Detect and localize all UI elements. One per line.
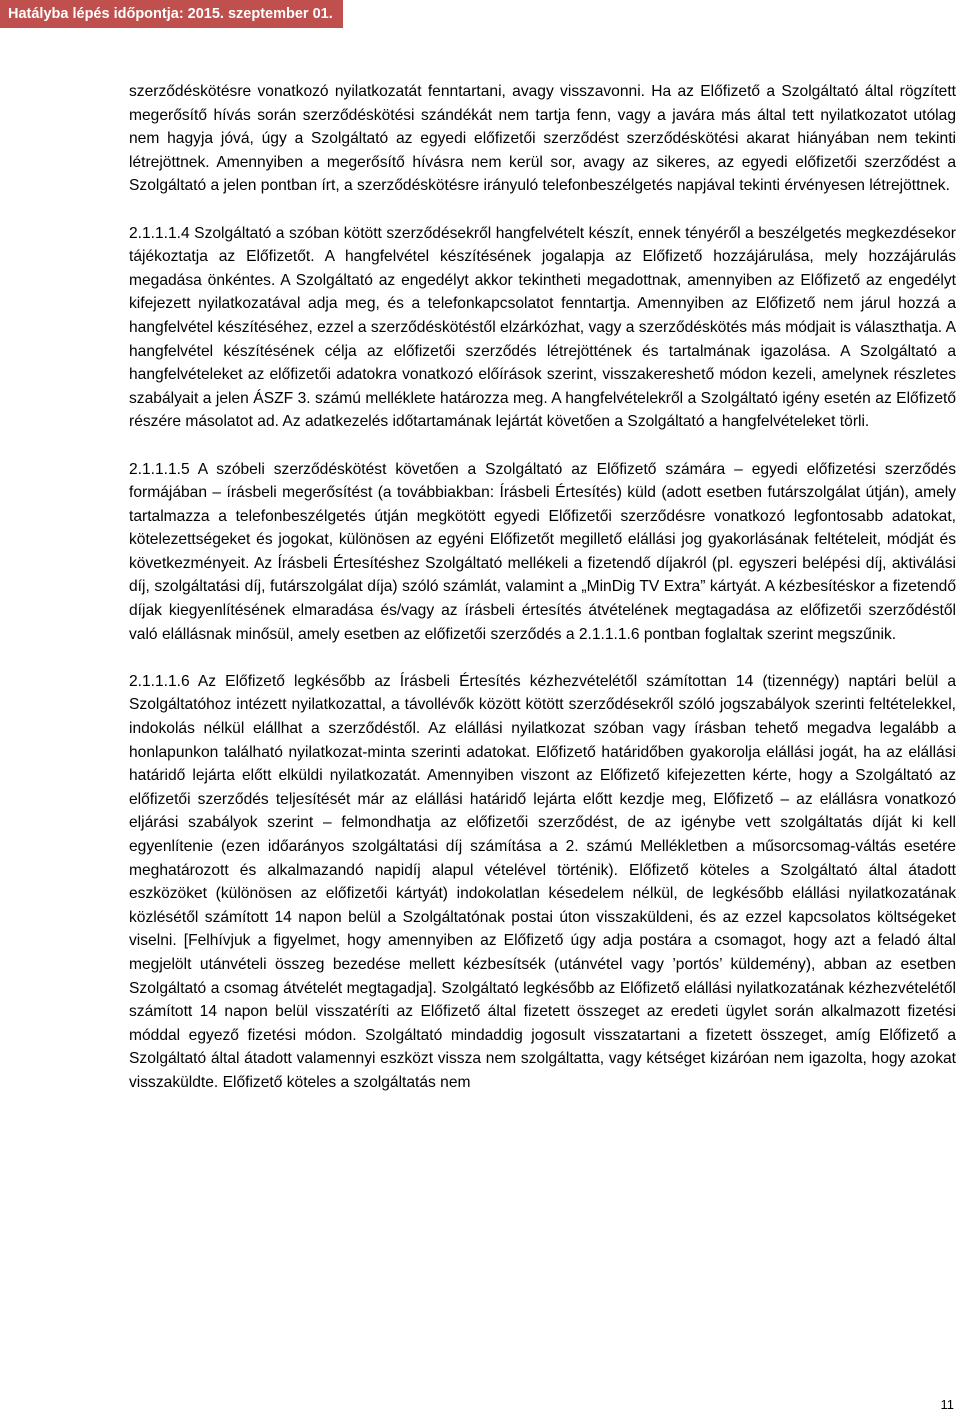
document-body — [129, 80, 956, 1095]
paragraph-2-1-1-1-6: 2.1.1.1.6 Az Előfizető legkésőbb az Írásbeli Értesítés kézhezvételétől számítottan 14 (tizennégy) naptári belül a Szolgáltatóhoz intézett nyilatkozattal, a távollévők között kötött szerződésekről szóló jogszabályok szerinti feltételekkel, indokolás nélkül elállhat a szerződéstől. Az elállási nyilatkozat szóban vagy írásban tehető megadva legalább a honlapunkon található nyilatkozat-minta szerinti adatokat. Előfizető határidőben gyakorolja elállási jogát, ha az elállási határidő lejárta előtt elküldi nyilatkozatát. Amennyiben viszont az Előfizető kifejezetten kérte, hogy a Szolgáltató az előfizetői szerződés teljesítését már az elállási határidő lejárta előtt kezdje meg, Előfizető – az elállásra vonatkozó eljárási szabályok szerint – felmondhatja az előfizetői szerződést, de az igénybe vett szolgáltatás díját ki kell egyenlítenie (ezen időarányos szolgáltatási díj számítása a 2. számú Mellékletben a műsorcsomag-váltás esetére meghatározott és alkalmazandó napidíj alapul vételével történik). Előfizető köteles a Szolgáltató által átadott eszközöket (különösen az előfizetői kártyát) indokolatlan késedelem nélkül, de legkésőbb elállási nyilatkozatának közlésétől számított 14 napon belül a Szolgáltatónak postai úton visszaküldeni, és az ezzel kapcsolatos költségeket viselni. [Felhívjuk a figyelmet, hogy amennyiben az Előfizető úgy adja postára a csomagot, hogy azt a feladó által megjelölt utánvételi összeg bezedése mellett kézbesítsék (utánvétel vagy ’portós’ küldemény), abban az esetben Szolgáltató a csomag átvételét megtagadja]. Szolgáltató legkésőbb az Előfizető elállási nyilatkozatának kézhezvételétől számított 14 napon belül visszatéríti az Előfizető által fizetett összeget az eredeti ügylet során alkalmazott fizetési móddal egyező fizetési módon. Szolgáltató mindaddig jogosult visszatartani a fizetett összeget, amíg Előfizető a Szolgáltató által átadott valamennyi eszközt vissza nem szolgáltatta, vagy kétséget kizáróan nem igazolta, hogy azokat visszaküldte. Előfizető köteles a szolgáltatás nem — [129, 672, 956, 1091]
page-number: 11 — [940, 1397, 954, 1412]
paragraph-2-1-1-1-5: 2.1.1.1.5 A szóbeli szerződéskötést követően a Szolgáltató az Előfizető számára – egyedi előfizetési szerződés formájában – írásbeli megerősítést (a továbbiakban: Írásbeli Értesítés) küld (adott esetben futárszolgálat útján), amely tartalmazza a telefonbeszélgetés útján megkötött egyedi Előfizetői szerződésre vonatkozó legfontosabb adatokat, kötelezettségeket és jogokat, különösen az egyéni Előfizetőt megillető elállási jog gyakorlásának feltételeit, módját és következményeit. Az Írásbeli Értesítéshez Szolgáltató mellékeli a fizetendő díjakról (pl. egyszeri belépési díj, aktiválási díj, szolgáltatási díj, futárszolgálat díja) szóló számlát, valamint a „MinDig TV Extra” kártyát. A kézbesítéskor a fizetendő díjak kiegyenlítésének elmaradása és/vagy az írásbeli értesítés átvételének megtagadása az előfizetői szerződéstől való elállásnak minősül, amely esetben az előfizetői szerződés a 2.1.1.1.6 pontban foglaltak szerint megszűnik. — [129, 460, 956, 643]
paragraph-continuation: szerződéskötésre vonatkozó nyilatkozatát fenntartani, avagy visszavonni. Ha az Előfizető a Szolgáltató által rögzített megerősítő hívás során szerződéskötési szándékát nem tartja fenn, vagy a javára más által tett nyilatkozatot utólag nem hagyja jóvá, úgy a Szolgáltató az egyedi előfizetői szerződést szerződéskötési akarat hiányában nem tekinti létrejöttnek. Amennyiben a megerősítő hívásra nem kerül sor, avagy az sikeres, az egyedi előfizetői szerződést a Szolgáltató a jelen pontban írt, a szerződéskötésre irányuló telefonbeszélgetés napjával tekinti érvényesen létrejöttnek. — [129, 83, 956, 195]
effective-date-header: Hatályba lépés időpontja: 2015. szeptember 01. — [0, 0, 343, 28]
paragraph-2-1-1-1-4: 2.1.1.1.4 Szolgáltató a szóban kötött szerződésekről hangfelvételt készít, ennek tényéről a beszélgetés megkezdésekor tájékoztatja az Előfizetőt. A hangfelvétel készítésének jogalapja az Előfizető hozzájárulása, mely hozzájárulás megadása önkéntes. A Szolgáltató az engedélyt akkor tekintheti megadottnak, amennyiben az Előfizető az engedélyt kifejezett nyilatkozatával adja meg, és a telefonkapcsolatot fenntartja. Amennyiben az Előfizető nem járul hozzá a hangfelvétel készítéséhez, ezzel a szerződéskötéstől elzárkózhat, vagy a szerződéskötés más módjait is választhatja. A hangfelvétel készítésének célja az előfizetői szerződés létrejöttének és tartalmának igazolása. A Szolgáltató a hangfelvételeket az előfizetői adatokra vonatkozó előírások szerint, visszakereshető módon kezeli, amelynek részletes szabályait a jelen ÁSZF 3. számú melléklete határozza meg. A hangfelvételekről a Szolgáltató igény esetén az Előfizető részére másolatot ad. Az adatkezelés időtartamának lejártát követően a Szolgáltató a hangfelvételeket törli. — [129, 224, 956, 431]
